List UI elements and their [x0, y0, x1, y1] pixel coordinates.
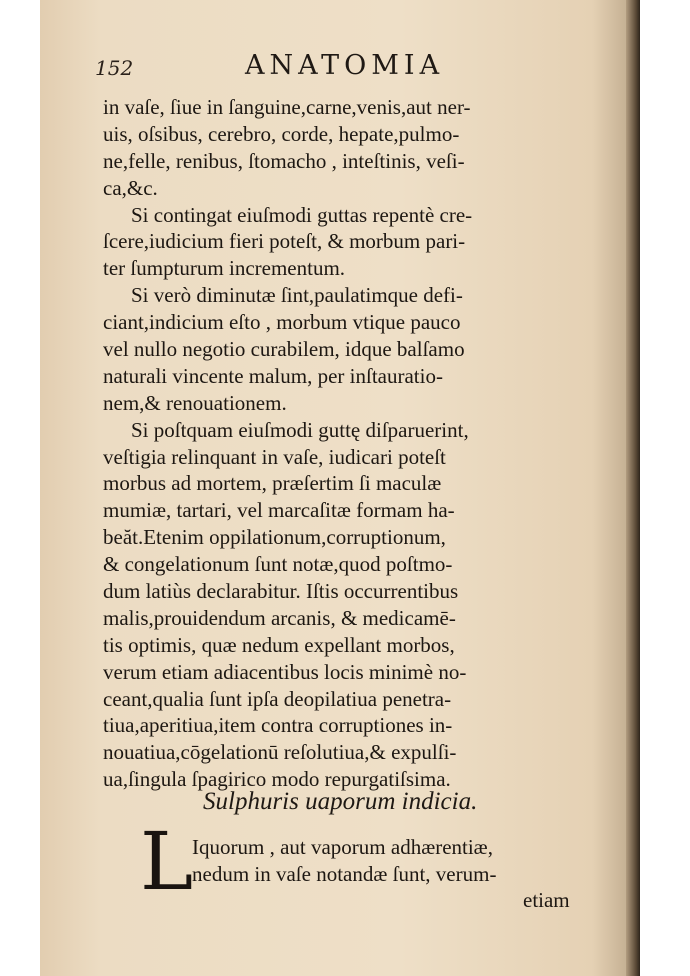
- page-number: 152: [95, 56, 134, 80]
- catchword: etiam: [523, 888, 570, 912]
- text-line: veſtigia relinquant in vaſe, iudicari poteſt: [103, 444, 446, 469]
- text-line: nem,& renouationem.: [103, 390, 287, 415]
- text-line: ter ſumpturum incrementum.: [103, 256, 346, 281]
- page-title: ANATOMIA: [245, 50, 445, 81]
- text-line: ua,ſingula ſpagirico modo repurgatiſsima.: [103, 767, 451, 792]
- text-line: ne,felle, renibus, ſtomacho , inteſtinis, veſi-: [103, 148, 465, 173]
- text-line: ceant,qualia ſunt ipſa deopilatiua penetra-: [103, 686, 452, 711]
- page-gutter: [626, 0, 640, 976]
- text-line: verum etiam adiacentibus locis minimè no-: [103, 659, 467, 684]
- text-line: beăt.Etenim oppilationum,corruptionum,: [103, 525, 446, 550]
- text-line: nedum in vaſe notandæ ſunt, verum-: [192, 861, 497, 886]
- text-line: vel nullo negotio curabilem, idque balſamo: [103, 337, 465, 362]
- text-line: in vaſe, ſiue in ſanguine,carne,venis,aut ner-: [103, 95, 471, 119]
- text-line: tis optimis, quæ nedum expellant morbos,: [103, 632, 455, 657]
- text-line: & congelationum ſunt notæ,quod poſtmo-: [103, 552, 453, 577]
- text-line: uis, oſsibus, cerebro, corde, hepate,pulmo-: [103, 121, 460, 146]
- text-line: ca,&c.: [103, 175, 158, 200]
- running-head: [95, 50, 515, 86]
- text-line: Iquorum , aut vaporum adhærentiæ,: [192, 835, 493, 859]
- text-line: malis,prouidendum arcanis, & medicamē-: [103, 605, 456, 630]
- text-line: nouatiua,cōgelationū reſolutiua,& expulſi-: [103, 740, 457, 765]
- text-line: ſcere,iudicium fieri poteſt, & morbum pari-: [103, 229, 466, 254]
- text-line: ciant,indicium eſto , morbum vtique pauco: [103, 310, 461, 335]
- section-text: [192, 834, 612, 888]
- text-line: naturali vincente malum, per inſtauratio-: [103, 363, 443, 388]
- text-line: Si poſtquam eiuſmodi guttę diſparuerint,: [131, 417, 469, 442]
- text-line: morbus ad mortem, præſertim ſi maculæ: [103, 471, 442, 496]
- drop-cap: L: [140, 815, 194, 908]
- text-line: Si verò diminutæ ſint,paulatimque defi-: [131, 283, 463, 308]
- text-line: mumiæ, tartari, vel marcaſitæ formam ha-: [103, 498, 455, 523]
- section-heading: Sulphuris uaporum indicia.: [203, 788, 478, 815]
- body-text: [103, 94, 603, 793]
- text-line: Si contingat eiuſmodi guttas repentè cre-: [131, 202, 473, 227]
- text-line: tiua,aperitiua,item contra corruptiones in-: [103, 713, 453, 738]
- text-line: dum latiùs declarabitur. Iſtis occurrentibus: [103, 579, 459, 604]
